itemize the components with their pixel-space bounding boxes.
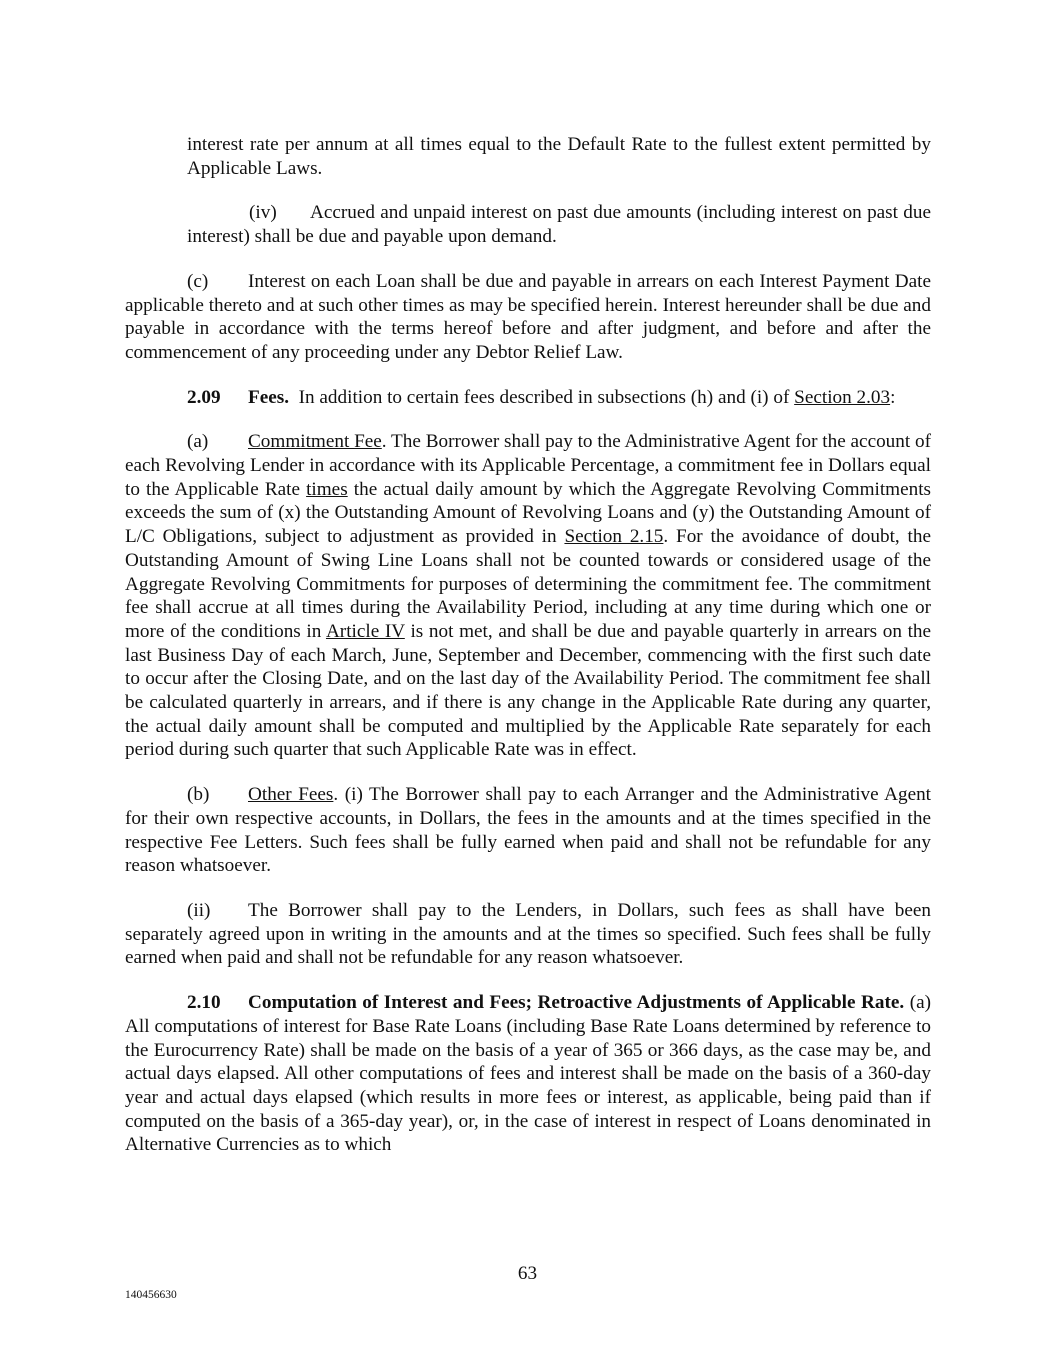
paragraph-iv <box>125 201 931 248</box>
paragraph-text: is not met, and shall be due and payable quarterly in arrears on the last Business Day of each March, June, September and December, commencing with the first such date to occur after the Closing Date, and on the last day of the Availability Period. The commitment fee shall be calculated quarterly in arrears, and if there is any change in the Applicable Rate during any quarter, the actual daily amount shall be computed and multiplied by the Applicable Rate separately for each period during such quarter that such Applicable Rate was in effect. <box>125 620 932 761</box>
paragraph-ii <box>125 899 931 970</box>
clause-heading: Commitment Fee <box>248 431 382 453</box>
emphasis-times: times <box>306 478 348 500</box>
paragraph-text: the actual daily amount by which the Aggregate Revolving Commitments exceeds the sum of (x) the Outstanding Amount of Revolving Loans and (y) the Outstanding Amount of L/C Obligations, subject to adjustment as provided in <box>125 478 931 548</box>
clause-label: (c) <box>187 270 209 292</box>
clause-label: (a) <box>187 431 209 453</box>
cross-reference-section-2-03[interactable]: Section 2.03 <box>794 386 891 408</box>
paragraph-text: . (i) The Borrower shall pay to each Arranger and the Administrative Agent for their own respective accounts, in Dollars, the fees in the amounts and at the times specified in the respective Fee Letters. Such fees shall be fully earned when paid and shall not be refundable for any reason whatsoever. <box>125 784 932 877</box>
paragraph-c <box>125 270 931 365</box>
section-2-10 <box>125 991 931 1157</box>
section-title: Computation of Interest and Fees; Retroactive Adjustments of Applicable Rate. <box>248 992 905 1014</box>
paragraph-text: Interest on each Loan shall be due and payable in arrears on each Interest Payment Date applicable thereto and at such other times as may be specified herein. Interest hereunder shall be due and payable in accordance with the terms hereof before and after judgment, and before and after the commencement of any proceeding under any Debtor Relief Law. <box>125 270 931 363</box>
punctuation: : <box>890 386 896 408</box>
page-number: 63 <box>517 1263 538 1284</box>
cross-reference-section-2-15[interactable]: Section 2.15 <box>564 526 664 548</box>
paragraph-text: Accrued and unpaid interest on past due amounts (including interest on past due interest) shall be due and payable upon demand. <box>187 202 931 248</box>
paragraph-text: . The Borrower shall pay to the Administrative Agent for the account of each Revolving Lender in accordance with its Applicable Percentage, a commitment fee in Dollars equal to the Applicable Rate <box>125 431 931 500</box>
paragraph-text: (a) All computations of interest for Base Rate Loans (including Base Rate Loans determined by reference to the Eurocurrency Rate) shall be made on the basis of a year of 365 or 366 days, as the case may be, and actual days elapsed. All other computations of fees and interest shall be made on the basis of a 360-day year and actual days elapsed (which results in more fees or interest, as applicable, being paid than if computed on the basis of a 365-day year), or, in the case of interest in respect of Loans denominated in Alternative Currencies as to which <box>125 992 932 1156</box>
section-2-09 <box>125 386 931 410</box>
clause-heading: Other Fees <box>248 784 334 806</box>
clause-label: (ii) <box>187 899 211 921</box>
document-page <box>125 133 931 1157</box>
clause-label: (iv) <box>249 202 277 224</box>
paragraph-text: The Borrower shall pay to the Lenders, in Dollars, such fees as shall have been separately agreed upon in writing in the amounts and at the times so specified. Such fees shall be fully earned when paid and shall not be refundable for any reason whatsoever. <box>125 899 931 969</box>
document-id: 140456630 <box>125 1289 177 1301</box>
section-title: Fees. <box>248 386 290 408</box>
clause-label: (b) <box>187 784 210 806</box>
paragraph-default-rate <box>125 133 931 180</box>
section-number: 2.09 <box>187 386 221 408</box>
paragraph-text: interest rate per annum at all times equal to the Default Rate to the fullest extent permitted by Applicable Laws. <box>187 134 931 179</box>
cross-reference-article-iv[interactable]: Article IV <box>325 620 405 642</box>
paragraph-text: . For the avoidance of doubt, the Outstanding Amount of Swing Line Loans shall not be counted towards or considered usage of the Aggregate Revolving Commitments for purposes of determining the commitment fee. The commitment fee shall accrue at all times during the Availability Period, including at any time during which one or more of the conditions in <box>125 526 931 642</box>
section-number: 2.10 <box>187 992 221 1014</box>
paragraph-a-commitment-fee <box>125 430 931 762</box>
paragraph-text: In addition to certain fees described in subsections (h) and (i) of <box>298 386 795 408</box>
paragraph-b-other-fees <box>125 783 931 878</box>
